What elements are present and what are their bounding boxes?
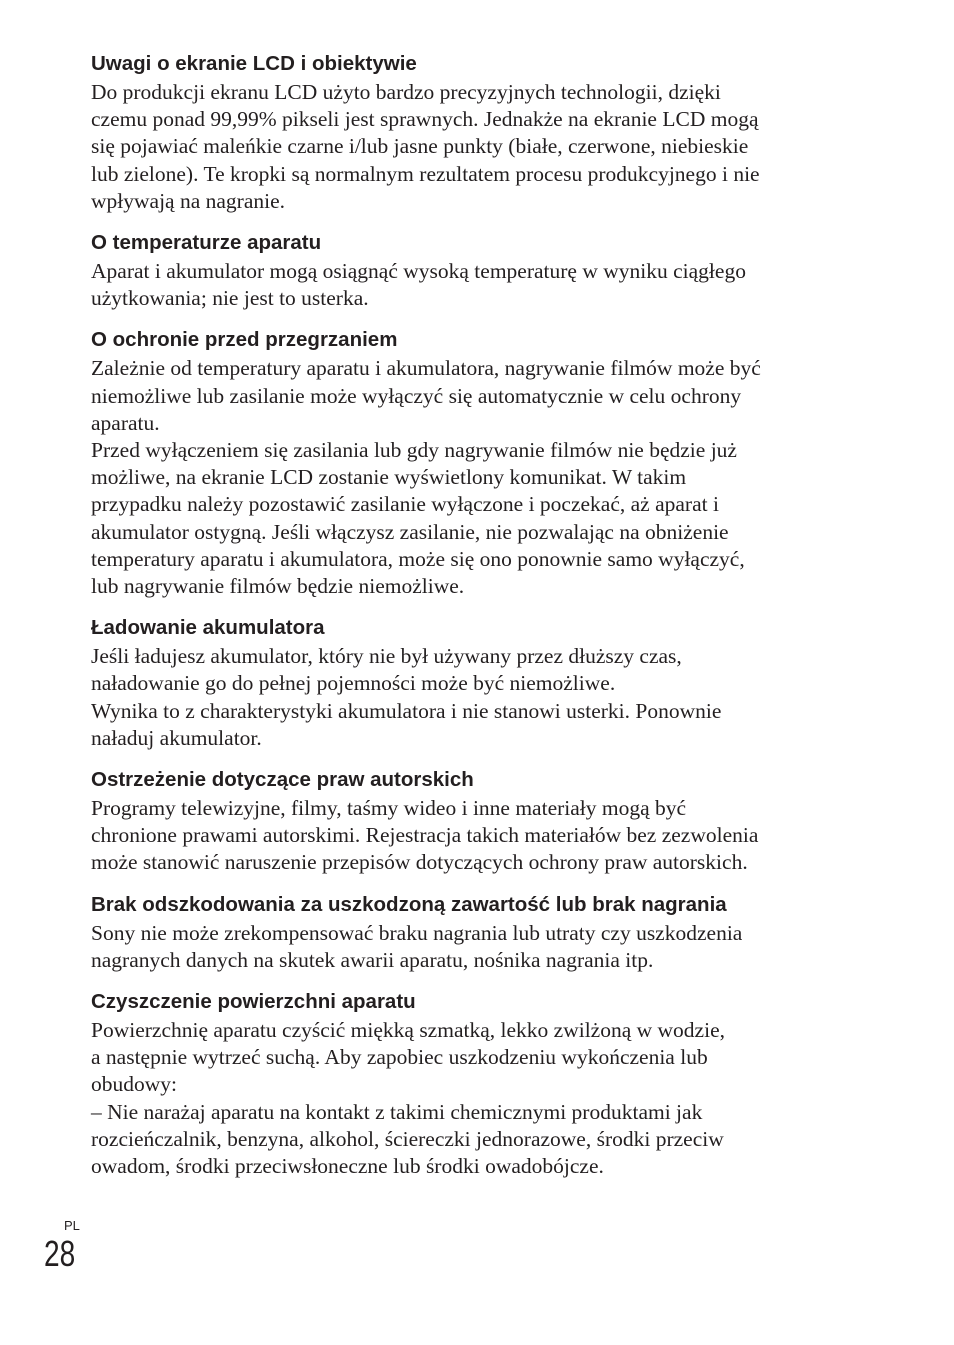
- bullet-item: [91, 1099, 861, 1181]
- text-line: przypadku należy pozostawić zasilanie wyłączone i poczekać, aż aparat i: [91, 492, 719, 517]
- text-line: Powierzchnię aparatu czyścić miękką szmatką, lekko zwilżoną w wodzie,: [91, 1018, 725, 1043]
- text-line: obudowy:: [91, 1072, 177, 1097]
- text-line: akumulator ostygną. Jeśli włączysz zasilanie, nie pozwalając na obniżenie: [91, 519, 729, 544]
- text-line: niemożliwe lub zasilanie może wyłączyć się automatycznie w celu ochrony: [91, 383, 742, 408]
- text-line: owadom, środki przeciwsłoneczne lub środki owadobójcze.: [91, 1154, 604, 1179]
- text-line: Sony nie może zrekompensować braku nagrania lub utraty czy uszkodzenia: [91, 920, 743, 945]
- section-body: [91, 920, 861, 974]
- section-body: [91, 258, 861, 312]
- section-heading: Ostrzeżenie dotyczące praw autorskich: [91, 768, 474, 792]
- text-line: Aparat i akumulator mogą osiągnąć wysoką temperaturę w wyniku ciągłego: [91, 259, 746, 284]
- page-number: 28: [44, 1233, 76, 1274]
- section-body: [91, 643, 861, 752]
- page-content: [91, 50, 861, 1194]
- section-heading: Uwagi o ekranie LCD i obiektywie: [91, 52, 417, 75]
- text-line: użytkowania; nie jest to usterka.: [91, 286, 369, 311]
- text-line: lub nagrywanie filmów będzie niemożliwe.: [91, 574, 465, 599]
- section-heading: O temperaturze aparatu: [91, 231, 322, 255]
- section-copyright-warning: [91, 766, 861, 877]
- section-heading: O ochronie przed przegrzaniem: [91, 328, 398, 352]
- text-line: może stanowić naruszenie przepisów dotyczących ochrony praw autorskich.: [91, 850, 748, 875]
- text-line: możliwe, na ekranie LCD zostanie wyświetlony komunikat. W takim: [91, 465, 687, 490]
- text-line: chronione prawami autorskimi. Rejestracja takich materiałów bez zezwolenia: [91, 823, 759, 848]
- language-code: PL: [64, 1218, 80, 1233]
- section-heading: Czyszczenie powierzchni aparatu: [91, 990, 416, 1014]
- section-body: [91, 1017, 861, 1099]
- text-line: Zależnie od temperatury aparatu i akumulatora, nagrywanie filmów może być: [91, 356, 761, 381]
- text-line: rozcieńczalnik, benzyna, alkohol, ściereczki jednorazowe, środki przeciw: [91, 1126, 724, 1151]
- text-line: Wynika to z charakterystyki akumulatora i nie stanowi usterki. Ponownie: [91, 698, 722, 723]
- section-heading: Ładowanie akumulatora: [91, 616, 325, 640]
- section-body: [91, 79, 861, 215]
- text-line: Do produkcji ekranu LCD użyto bardzo precyzyjnych technologii, dzięki: [91, 80, 721, 104]
- text-line: się pojawiać maleńkie czarne i/lub jasne punkty (białe, czerwone, niebieskie: [91, 134, 749, 159]
- text-line: aparatu.: [91, 410, 160, 435]
- text-line: Programy telewizyjne, filmy, taśmy wideo i inne materiały mogą być: [91, 796, 687, 821]
- text-line: lub zielone). Te kropki są normalnym rezultatem procesu produkcyjnego i nie: [91, 161, 760, 186]
- section-body: [91, 795, 861, 877]
- section-heading: Brak odszkodowania za uszkodzoną zawartość lub brak nagrania: [91, 892, 727, 916]
- section-overheat-protection: [91, 326, 861, 600]
- text-line: Przed wyłączeniem się zasilania lub gdy nagrywanie filmów nie będzie już: [91, 438, 737, 463]
- text-line: nagranych danych na skutek awarii aparatu, nośnika nagrania itp.: [91, 947, 654, 972]
- text-line: naładowanie go do pełnej pojemności może być niemożliwe.: [91, 671, 616, 696]
- text-line: – Nie narażaj aparatu na kontakt z takimi chemicznymi produktami jak: [91, 1099, 703, 1124]
- text-line: temperatury aparatu i akumulatora, może się ono ponownie samo wyłączyć,: [91, 546, 745, 571]
- section-battery-charging: [91, 614, 861, 752]
- text-line: wpływają na nagranie.: [91, 188, 286, 213]
- text-line: naładuj akumulator.: [91, 725, 262, 750]
- text-line: a następnie wytrzeć suchą. Aby zapobiec uszkodzeniu wykończenia lub: [91, 1045, 708, 1070]
- text-line: czemu ponad 99,99% pikseli jest sprawnych. Jednakże na ekranie LCD mogą: [91, 107, 759, 132]
- section-body: [91, 355, 861, 600]
- section-no-compensation: [91, 891, 861, 974]
- text-line: Jeśli ładujesz akumulator, który nie był używany przez dłuższy czas,: [91, 644, 682, 669]
- section-cleaning: [91, 988, 861, 1180]
- section-temperature: [91, 229, 861, 312]
- section-lcd-lens: [91, 50, 861, 215]
